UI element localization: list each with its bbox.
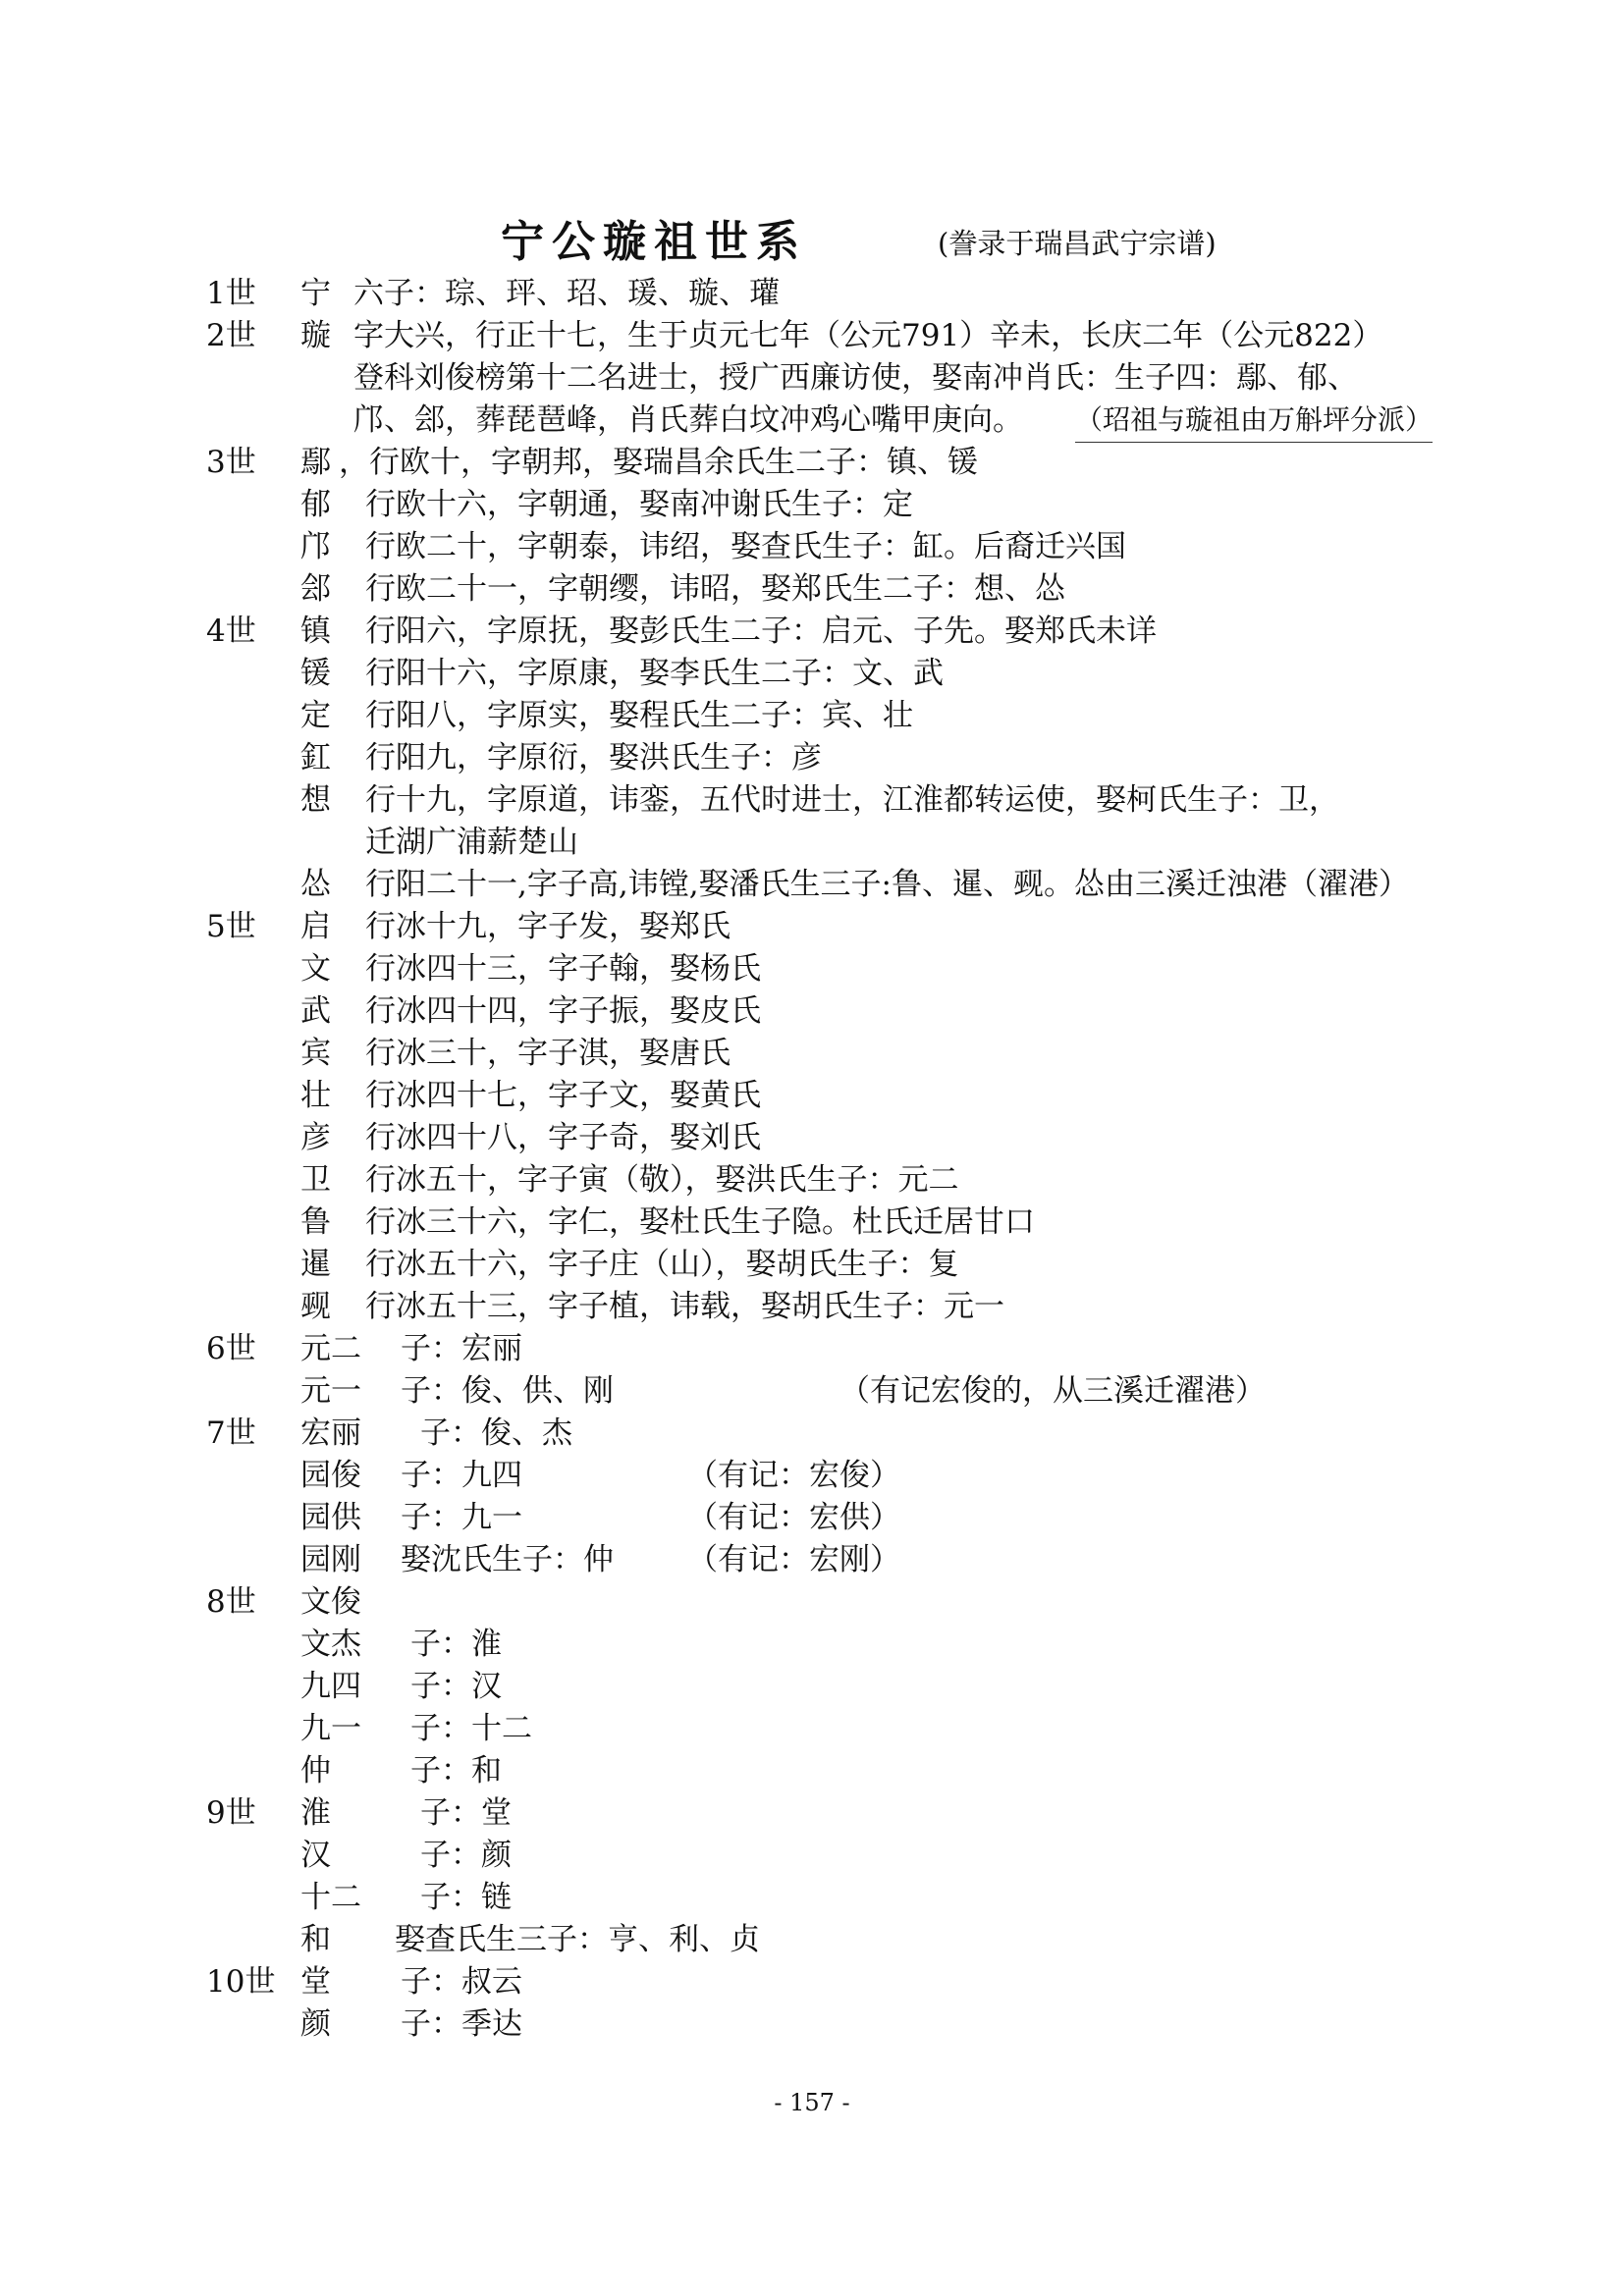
person-description: 子：颜 (420, 1838, 512, 1873)
genealogy-row (0, 1707, 1624, 1750)
person-name: 鲁 (300, 1204, 331, 1240)
genealogy-row (0, 652, 1624, 695)
person-name: 璇 (300, 318, 331, 353)
person-name: 园供 (300, 1500, 361, 1535)
person-name: 鄢 (300, 445, 331, 480)
genealogy-row (0, 1623, 1624, 1666)
person-description: 行冰十九，字子发，娶郑氏 (365, 909, 731, 944)
person-description: 子：和 (410, 1753, 502, 1789)
genealogy-row (0, 610, 1624, 653)
genealogy-row (0, 272, 1624, 315)
genealogy-row (0, 483, 1624, 526)
person-name: 彦 (300, 1120, 331, 1155)
page-number: - 157 - (774, 2089, 850, 2116)
person-description: 行冰四十三，字子翰，娶杨氏 (365, 951, 761, 987)
person-description: 字大兴，行正十七，生于贞元七年（公元791）辛未，长庆二年（公元822） (353, 318, 1383, 353)
genealogy-row (0, 1496, 1624, 1539)
person-description: 子：链 (420, 1880, 512, 1915)
person-name: 文俊 (300, 1584, 361, 1620)
person-description: 子：季达 (401, 2006, 522, 2042)
annotation-note: （有记：宏刚） (687, 1542, 900, 1577)
person-description: 行阳二十一,字子高,讳镗,娶潘氏生三子:鲁、暹、觋。怂由三溪迁浊港（濯港） (365, 867, 1410, 902)
genealogy-row (0, 1791, 1624, 1835)
person-name: 堂 (300, 1964, 331, 2000)
person-description: 子：汉 (410, 1669, 502, 1704)
person-name: 仲 (300, 1753, 331, 1789)
person-description: 行阳九，字原衍，娶洪氏生子：彦 (365, 740, 822, 775)
genealogy-row (0, 947, 1624, 990)
genealogy-row (0, 821, 1624, 864)
genealogy-row (0, 2002, 1624, 2046)
generation-label: 7世 (206, 1415, 256, 1451)
person-name: 九一 (300, 1711, 361, 1746)
genealogy-row (0, 1749, 1624, 1792)
page-title: 宁公璇祖世系 (501, 217, 807, 267)
person-name: 壮 (300, 1078, 331, 1113)
genealogy-row (0, 314, 1624, 357)
genealogy-row (0, 1327, 1624, 1370)
person-name: 元一 (300, 1373, 361, 1409)
page-subtitle: (誊录于瑞昌武宁宗谱) (938, 227, 1217, 260)
genealogy-row (0, 1243, 1624, 1286)
person-name: 启 (300, 909, 331, 944)
genealogy-row (0, 694, 1624, 737)
genealogy-row (0, 1665, 1624, 1708)
person-description: 子：九四 (401, 1458, 522, 1493)
person-name: 文 (300, 951, 331, 987)
annotation-note: （玿祖与璇祖由万斛坪分派） (1075, 399, 1433, 443)
person-name: 定 (300, 698, 331, 733)
person-description: 邝、郐，葬琵琶峰，肖氏葬白坟冲鸡心嘴甲庚向。 (353, 402, 1023, 438)
person-description: 行冰四十七，字子文，娶黄氏 (365, 1078, 761, 1113)
person-name: 淮 (300, 1795, 331, 1831)
genealogy-row (0, 1918, 1624, 1961)
genealogy-row (0, 525, 1624, 568)
person-description: 行欧二十，字朝泰，讳绍，娶查氏生子：缸。后裔迁兴国 (365, 529, 1126, 564)
person-name: 园刚 (300, 1542, 361, 1577)
person-name: 宾 (300, 1036, 331, 1071)
genealogy-row (0, 905, 1624, 948)
person-description: 登科刘俊榜第十二名进士，授广西廉访使，娶南冲肖氏：生子四：鄢、郁、 (353, 360, 1358, 396)
genealogy-row (0, 863, 1624, 906)
generation-label: 9世 (206, 1795, 256, 1831)
person-description: 行欧十六，字朝通，娶南冲谢氏生子：定 (365, 487, 913, 522)
person-description: 子：堂 (420, 1795, 512, 1831)
person-name: 郐 (300, 571, 331, 607)
person-name: 武 (300, 993, 331, 1029)
genealogy-row (0, 356, 1624, 400)
annotation-note: （有记宏俊的，从三溪迁濯港） (839, 1373, 1266, 1409)
person-description: 行阳十六，字原康，娶李氏生二子：文、武 (365, 656, 944, 691)
person-description: 行冰五十三，字子植，讳载，娶胡氏生子：元一 (365, 1289, 1004, 1324)
generation-label: 1世 (206, 276, 256, 311)
person-name: 镇 (300, 614, 331, 649)
person-description: 行冰四十八，字子奇，娶刘氏 (365, 1120, 761, 1155)
person-name: 和 (300, 1922, 331, 1957)
genealogy-row (0, 1454, 1624, 1497)
person-description: 行冰五十，字子寅（敬），娶洪氏生子：元二 (365, 1162, 959, 1198)
person-name: 暹 (300, 1247, 331, 1282)
genealogy-row (0, 736, 1624, 779)
person-name: 釭 (300, 740, 331, 775)
person-description: 行冰五十六，字子庄（山），娶胡氏生子：复 (365, 1247, 959, 1282)
genealogy-row (0, 1032, 1624, 1075)
genealogy-row (0, 441, 1624, 484)
genealogy-row (0, 1201, 1624, 1244)
person-name: 觋 (300, 1289, 331, 1324)
genealogy-row (0, 1876, 1624, 1919)
person-name: 文杰 (300, 1627, 361, 1662)
person-description: 娶查氏生三子：亨、利、贞 (395, 1922, 760, 1957)
person-name: 宁 (300, 276, 331, 311)
person-description: 娶沈氏生子：仲 (401, 1542, 614, 1577)
person-description: 行阳六，字原抚，娶彭氏生二子：启元、子先。娶郑氏未详 (365, 614, 1157, 649)
generation-label: 5世 (206, 909, 256, 944)
person-description: 行阳八，字原实，娶程氏生二子：宾、壮 (365, 698, 913, 733)
person-name: 汉 (300, 1838, 331, 1873)
genealogy-row (0, 1538, 1624, 1581)
genealogy-row (0, 1116, 1624, 1159)
annotation-note: （有记：宏供） (687, 1500, 900, 1535)
person-name: 颜 (300, 2006, 331, 2042)
generation-label: 4世 (206, 614, 256, 649)
person-description: 子：九一 (401, 1500, 522, 1535)
person-description: 子：宏丽 (401, 1331, 522, 1366)
person-description: 子：淮 (410, 1627, 502, 1662)
genealogy-row (0, 1580, 1624, 1624)
person-description: 行冰三十六，字仁，娶杜氏生子隐。杜氏迁居甘口 (365, 1204, 1035, 1240)
genealogy-row (0, 989, 1624, 1033)
person-description: 迁湖广浦薪楚山 (365, 825, 578, 860)
person-description: 子：俊、杰 (420, 1415, 572, 1451)
person-description: 子：叔云 (401, 1964, 522, 2000)
person-name: 元二 (300, 1331, 361, 1366)
person-name: 锾 (300, 656, 331, 691)
person-name: 园俊 (300, 1458, 361, 1493)
genealogy-row (0, 399, 1624, 442)
person-description: ，行欧十，字朝邦，娶瑞昌余氏生二子：镇、锾 (339, 445, 978, 480)
person-description: 子：俊、供、刚 (401, 1373, 614, 1409)
genealogy-row (0, 1412, 1624, 1455)
generation-label: 6世 (206, 1331, 256, 1366)
person-description: 行欧二十一，字朝缨，讳昭，娶郑氏生二子：想、怂 (365, 571, 1065, 607)
genealogy-row (0, 1960, 1624, 2003)
person-description: 行十九，字原道，讳銮，五代时进士，江淮都转运使，娶柯氏生子：卫， (365, 782, 1339, 818)
annotation-note: （有记：宏俊） (687, 1458, 900, 1493)
person-name: 邝 (300, 529, 331, 564)
generation-label: 10世 (206, 1964, 276, 2000)
person-name: 郁 (300, 487, 331, 522)
person-description: 行冰四十四，字子振，娶皮氏 (365, 993, 761, 1029)
person-name: 怂 (300, 867, 331, 902)
person-name: 卫 (300, 1162, 331, 1198)
person-name: 十二 (300, 1880, 361, 1915)
generation-label: 3世 (206, 445, 256, 480)
generation-label: 8世 (206, 1584, 256, 1620)
genealogy-row (0, 1285, 1624, 1328)
genealogy-row (0, 567, 1624, 611)
person-name: 九四 (300, 1669, 361, 1704)
person-name: 宏丽 (300, 1415, 361, 1451)
genealogy-row (0, 778, 1624, 822)
genealogy-row (0, 1834, 1624, 1877)
genealogy-row (0, 1074, 1624, 1117)
person-description: 行冰三十，字子淇，娶唐氏 (365, 1036, 731, 1071)
person-description: 子：十二 (410, 1711, 532, 1746)
genealogy-row (0, 1158, 1624, 1201)
person-name: 想 (300, 782, 331, 818)
person-description: 六子：琮、玶、玿、瑗、璇、瓘 (353, 276, 780, 311)
genealogy-row (0, 1369, 1624, 1413)
generation-label: 2世 (206, 318, 256, 353)
